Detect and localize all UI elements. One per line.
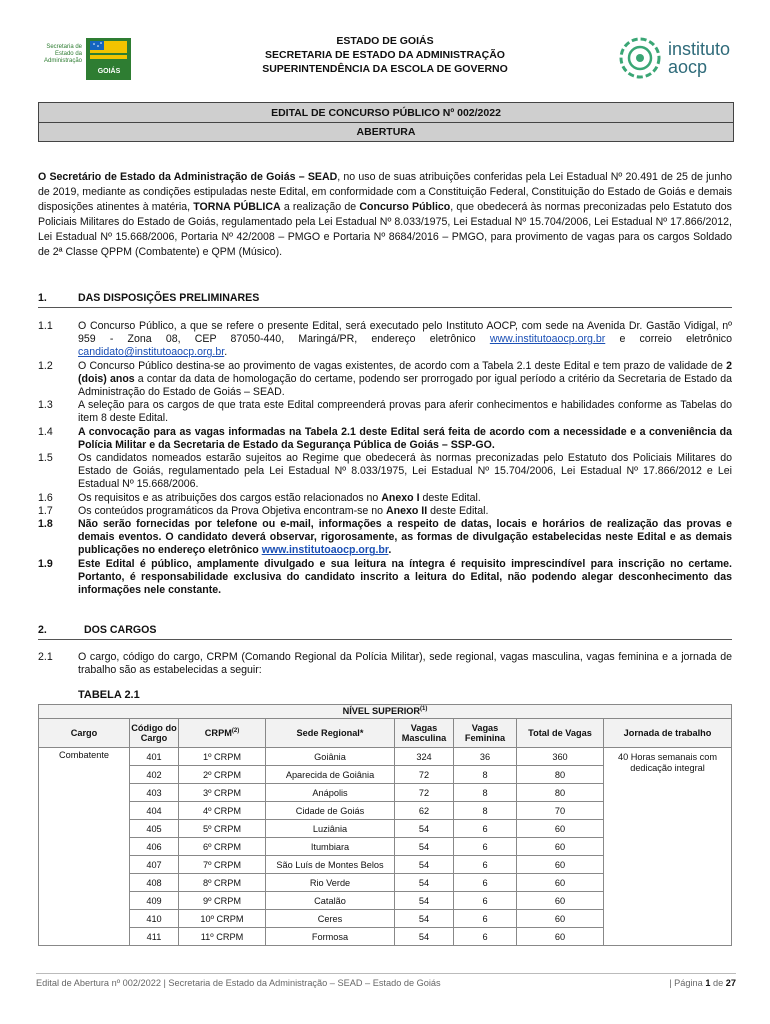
cell-code: 408 [130,874,179,892]
current-page: 1 [705,978,711,988]
cell-crpm: 2º CRPM [179,766,266,784]
intro-torna-publica: TORNA PÚBLICA [193,201,281,213]
item-number: 1.4 [38,426,53,438]
item-1-5 [38,452,732,492]
item-number: 1.1 [38,320,53,332]
cell-fem: 6 [454,820,517,838]
col-total-vagas: Total de Vagas [517,719,604,748]
cell-sede: Goiânia [266,748,395,766]
section-1-number: 1. [38,292,47,304]
cell-crpm: 6º CRPM [179,838,266,856]
item-number: 1.5 [38,452,53,464]
item-number: 1.7 [38,505,53,517]
cell-code: 407 [130,856,179,874]
item-text: Os conteúdos programáticos da Prova Objetiva encontram-se no [78,505,386,517]
intro-bold-start: O Secretário de Estado da Administração de Goiás – SEAD [38,171,338,183]
website-link[interactable]: www.institutoaocp.org.br [261,544,389,557]
cell-masc: 54 [395,838,454,856]
item-text: Este Edital é público, amplamente divulgado e sua leitura na íntegra é requisito imprescindível para inscrição no certame. Portanto, é responsabilidade exclusiva do candidato inscrito a leitura do Edital, não podendo alegar desconhecimento das informações nele constante. [78,558,732,597]
email-link[interactable]: candidato@institutoaocp.org.br [78,346,225,359]
title-divider [39,122,733,123]
item-1-1 [38,320,732,360]
cell-masc: 54 [395,820,454,838]
cell-crpm: 9º CRPM [179,892,266,910]
item-text: A convocação para as vagas informadas na Tabela 2.1 deste Edital será feita de acordo com a necessidade e a conveniência da Polícia Militar e da Secretaria de Estado da Segurança Pública de Goiás – SSP-GO. [78,426,732,452]
page-number [669,978,736,988]
item-text: deste Edital. [427,505,489,517]
cell-code: 401 [130,748,179,766]
cell-masc: 324 [395,748,454,766]
header-state: ESTADO DE GOIÁS [336,35,434,47]
instituto-aocp-logo [618,36,748,82]
cell-crpm: 8º CRPM [179,874,266,892]
cell-fem: 8 [454,766,517,784]
item-1-4 [38,426,732,452]
intro-part1: , no uso de suas atribuições conferidas pela Lei Estadual Nº 20.491 de 25 de junho de 2019, mediante as condições estipuladas neste Edital, em conformidade com a Constituição Federal, Constituição do Estado de Goiás e demais disposições atinentes à matéria, [38,171,732,213]
cell-masc: 54 [395,928,454,946]
item-text: O cargo, código do cargo, CRPM (Comando Regional da Polícia Militar), sede regional, vagas masculina, vagas feminina e a jornada de trabalho são as estabelecidas a seguir: [78,651,732,677]
cell-total: 60 [517,928,604,946]
aocp-name-line2: aocp [668,57,708,77]
page-footer [36,978,736,988]
cell-total: 60 [517,820,604,838]
aocp-emblem-icon [618,36,662,80]
item-text: A seleção para os cargos de que trata este Edital compreenderá provas para aferir conhecimentos e habilidades conforme as Tabelas do item 8 deste Edital. [78,399,732,425]
section-2-rule [38,639,732,640]
crpm-label: CRPM [204,728,232,739]
cell-crpm: 5º CRPM [179,820,266,838]
cell-masc: 54 [395,874,454,892]
item-1-7 [38,505,732,518]
footer-left-text: Edital de Abertura nº 002/2022 | Secretaria de Estado da Administração – SEAD – Estado de Goiás [36,978,441,988]
cell-total: 60 [517,910,604,928]
cell-code: 409 [130,892,179,910]
footer-rule [36,973,736,974]
item-number: 1.6 [38,492,53,504]
document-header [180,34,590,76]
col-cargo: Cargo [39,719,130,748]
edital-title: EDITAL DE CONCURSO PÚBLICO Nº 002/2022 [271,107,501,119]
cell-crpm: 4º CRPM [179,802,266,820]
item-text: e correio eletrônico [605,333,732,346]
cell-fem: 8 [454,802,517,820]
intro-part2: a realização de [280,201,360,213]
item-number: 2.1 [38,651,53,663]
cell-code: 411 [130,928,179,946]
table-body [39,748,732,946]
item-number: 1.2 [38,360,53,372]
cell-crpm: 11º CRPM [179,928,266,946]
cell-masc: 54 [395,892,454,910]
cell-fem: 6 [454,838,517,856]
cell-code: 403 [130,784,179,802]
sead-goias-logo [36,38,136,82]
cell-fem: 36 [454,748,517,766]
cell-fem: 6 [454,928,517,946]
item-text: . [388,544,392,557]
table-row [39,748,732,766]
cell-code: 410 [130,910,179,928]
cell-masc: 54 [395,910,454,928]
item-1-2 [38,360,732,400]
cell-sede: Rio Verde [266,874,395,892]
page-mid: de [710,978,726,988]
cell-masc: 62 [395,802,454,820]
cell-fem: 6 [454,874,517,892]
annex-2-ref: Anexo II [385,505,428,517]
item-bold: 2 (dois) anos [78,360,732,386]
cell-sede: Itumbiara [266,838,395,856]
item-text: a contar da data de homologação do certame, podendo ser prorrogado por igual período a critério da Secretaria de Estado da Administração do Estado de Goiás – SEAD. [78,373,732,399]
item-number: 1.8 [38,518,53,530]
item-1-9 [38,558,732,598]
intro-part3: , que obedecerá às normas preconizadas pelo Estatuto dos Policiais Militares do Estado de Goiás, regulamentado pela Lei Estadual Nº 8.033/1975, Lei Estadual Nº 15.704/2006, Lei Estadual Nº 17.866/2012, Lei Estadual Nº 15.668/2006, Portaria Nº 42/2008 – PMGO e Portaria Nº 8684/2016 – PMGO, para provimento de vagas para os cargos Soldado de 2ª Classe QPPM (Combatente) e QPM (Músico). [38,201,732,258]
edital-subtitle: ABERTURA [356,126,416,138]
goias-brand-text: GOIÁS [97,68,121,75]
level-label: NÍVEL SUPERIOR [342,706,421,717]
intro-concurso: Concurso Público [359,201,451,213]
item-text: O Concurso Público, a que se refere o presente Edital, será executado pelo Instituto AOCP, com sede na Avenida Dr. Gastão Vidigal, nº 959 - Zona 08, CEP 87050-440, Maringá/PR, endereço eletrônico [78,320,732,346]
item-text: . [224,346,228,359]
sead-logo-text: Secretaria de Estado da Administração [43,44,82,64]
intro-paragraph [38,170,732,260]
item-1-8 [38,518,732,558]
cell-fem: 8 [454,784,517,802]
cell-cargo: Combatente [39,748,130,946]
cell-fem: 6 [454,856,517,874]
cell-code: 405 [130,820,179,838]
cell-masc: 72 [395,784,454,802]
edital-title-box [38,102,734,142]
col-crpm [179,719,266,748]
item-number: 1.9 [38,558,53,570]
item-text: Não serão fornecidas por telefone ou e-mail, informações a respeito de datas, locais e horários de realização das provas e demais eventos. O candidato deverá observar, rigorosamente, as formas de divulgação estabelecidas neste Edital e as demais publicações no endereço eletrônico [78,518,732,557]
header-superintendence: SUPERINTENDÊNCIA DA ESCOLA DE GOVERNO [262,63,508,75]
cell-crpm: 1º CRPM [179,748,266,766]
aocp-name-line1: instituto [668,39,731,59]
item-text: Os requisitos e as atribuições dos cargos estão relacionados no [78,492,382,504]
cell-total: 60 [517,874,604,892]
cell-total: 70 [517,802,604,820]
cell-total: 60 [517,892,604,910]
item-1-6 [38,492,732,505]
cell-total: 60 [517,838,604,856]
cell-fem: 6 [454,892,517,910]
item-text: deste Edital. [419,492,481,504]
header-secretariat: SECRETARIA DE ESTADO DA ADMINISTRAÇÃO [265,49,505,61]
cell-sede: Luziânia [266,820,395,838]
cell-sede: Formosa [266,928,395,946]
item-1-3 [38,399,732,425]
section-2-number: 2. [38,624,47,636]
col-codigo: Código do Cargo [130,719,179,748]
crpm-footnote: (2) [231,727,240,734]
cell-total: 80 [517,784,604,802]
cell-masc: 54 [395,856,454,874]
col-sede: Sede Regional* [266,719,395,748]
item-text: O Concurso Público destina-se ao provimento de vagas existentes, de acordo com a Tabela 2.1 deste Edital e tem prazo de validade de [78,360,727,372]
cell-crpm: 10º CRPM [179,910,266,928]
cell-sede: Aparecida de Goiânia [266,766,395,784]
section-1-rule [38,307,732,308]
cell-fem: 6 [454,910,517,928]
cell-total: 360 [517,748,604,766]
cell-total: 80 [517,766,604,784]
item-number: 1.3 [38,399,53,411]
cell-masc: 72 [395,766,454,784]
cell-sede: Cidade de Goiás [266,802,395,820]
cell-code: 402 [130,766,179,784]
annex-1-ref: Anexo I [381,492,420,504]
item-text: Os candidatos nomeados estarão sujeitos ao Regime que obedecerá às normas preconizadas pelo Estatuto dos Policiais Militares do Estado de Goiás, regulamentado pela Lei Estadual Nº 8.033/1975, Lei Estadual Nº 15.704/2006, Lei Estadual Nº 17.866/2012 e Lei Estadual Nº 15.668/2006. [78,452,732,491]
level-footnote: (1) [420,706,428,713]
cell-code: 404 [130,802,179,820]
cell-crpm: 7º CRPM [179,856,266,874]
total-pages: 27 [725,978,736,988]
cell-jornada: 40 Horas semanais com dedicação integral [604,748,732,946]
table-level-header [39,705,732,719]
col-vagas-feminina: Vagas Feminina [454,719,517,748]
cell-sede: Ceres [266,910,395,928]
cell-sede: Catalão [266,892,395,910]
cell-crpm: 3º CRPM [179,784,266,802]
cell-code: 406 [130,838,179,856]
website-link[interactable]: www.institutoaocp.org.br [489,333,606,346]
vagas-table [38,704,732,946]
cell-sede: São Luís de Montes Belos [266,856,395,874]
item-2-1 [38,651,732,677]
table-caption: TABELA 2.1 [78,689,140,701]
cell-total: 60 [517,856,604,874]
col-jornada: Jornada de trabalho [604,719,732,748]
section-1-title: DAS DISPOSIÇÕES PRELIMINARES [78,292,260,304]
col-vagas-masculina: Vagas Masculina [395,719,454,748]
cell-sede: Anápolis [266,784,395,802]
section-2-title: DOS CARGOS [84,624,157,636]
page-prefix: | Página [669,978,706,988]
